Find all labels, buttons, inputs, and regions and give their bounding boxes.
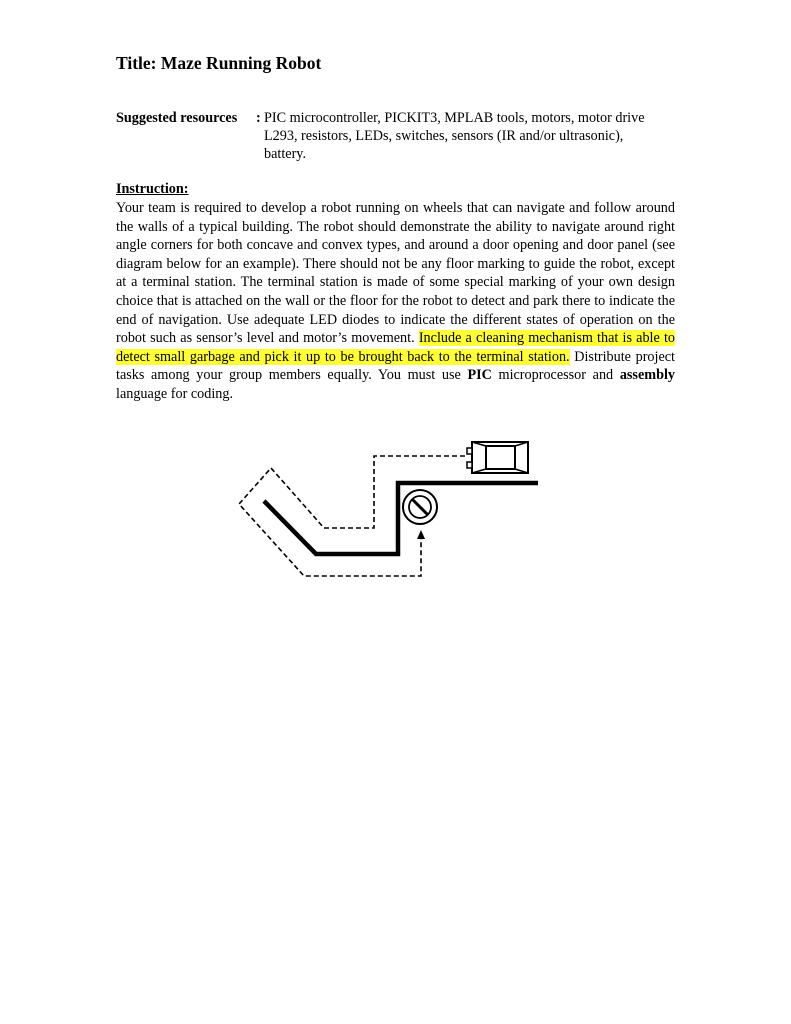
resources-label: Suggested resources: [116, 110, 238, 126]
resources-value: PIC microcontroller, PICKIT3, MPLAB tools, motors, motor drive L293, resistors, LEDs, switches, sensors (IR and/or ultrasonic), battery.: [264, 110, 645, 162]
instruction-text-1: Your team is required to develop a robot running on wheels that can navigate and follow around the walls of a typical building. The robot should demonstrate the ability to navigate around right angle corners for both concave and convex types, and around a door opening and door panel (see diagram below for an example). There should not be any floor marking to guide the robot, except at a terminal station. The terminal station is made of some special marking of your own design choice that is attached on the wall or the floor for the robot to detect and park there to indicate the end of navigation. Use adequate LED diodes to indicate the different states of operation on the robot such as sensor’s level and motor’s movement.: [116, 200, 675, 347]
instruction-paragraph: [116, 199, 675, 404]
page-title: Title: Maze Running Robot: [116, 53, 322, 73]
robot-car-icon: [467, 442, 528, 473]
resources-colon: :: [256, 110, 261, 126]
path-arrowhead: [417, 530, 425, 539]
instruction-text-3: microprocessor and: [491, 367, 620, 384]
wall-line: [264, 483, 538, 554]
highlighted-text: Include a cleaning mechanism that is able to detect small garbage and pick it up to be brought back to the terminal station.: [116, 330, 675, 365]
bold-assembly: assembly: [619, 367, 675, 384]
instruction-text-4: language for coding.: [116, 385, 234, 402]
bold-pic: PIC: [467, 367, 492, 384]
instruction-text-2: Distribute project tasks among your group members equally. You must use: [116, 348, 675, 384]
instruction-heading: Instruction:: [116, 181, 189, 197]
maze-diagram: [230, 436, 550, 586]
no-entry-icon: [403, 490, 437, 524]
